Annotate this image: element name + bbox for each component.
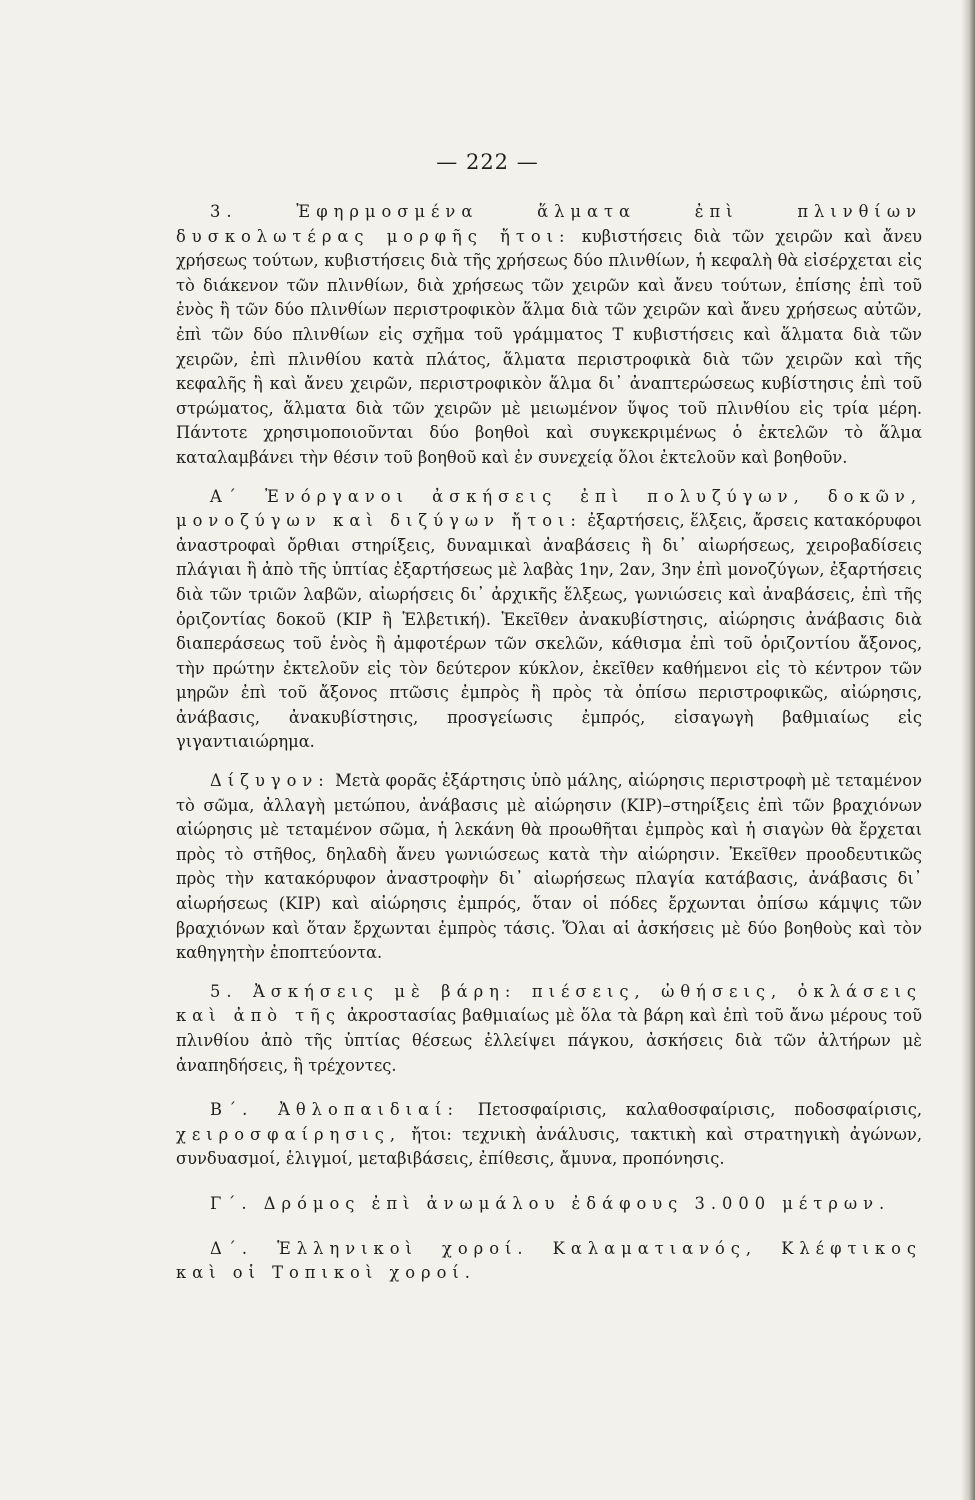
section-parallel-bars <box>176 769 922 966</box>
section-subheading: χειροσφαίρησις, <box>176 1124 402 1144</box>
section-text: ἐξαρτήσεις, ἕλξεις, ἄρσεις κατακόρυφοι ἀναστροφαὶ ὄρθιαι στηρίξεις, δυναμικαὶ ἀναβάσεις ἢ δι᾽ αἰωρήσεως, χειροβαδίσεις πλάγιαι ἢ ἀπὸ τῆς ὑπτίας ἐξαρτήσεως μὲ λαβὰς 1ην, 2αν, 3ην ἐπὶ μονοζύγων, ἐξαρτήσεις διὰ τῶν τριῶν λαβῶν, αἰωρήσεις δι᾽ ἀρχικῆς ἕλξεως, γωνιώσεις καὶ ἀναβάσεις, ἐπὶ τῆς ὁριζοντίας δοκοῦ (ΚΙΡ ἢ Ἑλβετική). Ἐκεῖθεν ἀνακυβίστησις, αἰώρησις ἀνάβασις διὰ διαπεράσεως τοῦ ἑνὸς ἢ ἀμφοτέρων τῶν σκελῶν, κάθισμα ἐπὶ τοῦ ὁριζοντίου ἄξονος, τὴν πρώτην ἐκτελοῦν εἰς τὸν δεύτερον κύκλον, ἐκεῖθεν καθήμενοι εἰς τὸ κέντρον τῶν μηρῶν ἐπὶ τοῦ ἄξονος πτῶσις ἐμπρὸς ἢ πρὸς τὰ ὀπίσω περιστροφικῶς, αἰώρησις, ἀνάβασις, ἀνακυβίστησις, προσγείωσις ἐμπρός, εἰσαγωγὴ βαθμιαίως εἰς γιγαντιαιώρημα. <box>176 511 922 752</box>
section-heading: Δ΄. Ἑλληνικοὶ χοροί. Καλαματιανός, Κλέφτικος καὶ οἱ Τοπικοὶ χοροί. <box>176 1238 922 1283</box>
section-heading: Β΄. Ἀθλοπαιδιαί: <box>210 1100 459 1120</box>
section-cross-country-run <box>176 1192 922 1217</box>
section-text: ἤτοι: τεχνικὴ ἀνάλυσις, τακτικὴ καὶ στρατηγικὴ ἀγώνων, συνδυασμοί, ἑλιγμοί, μεταβιβάσεις, ἐπίθεσις, ἄμυνα, προπόνησις. <box>176 1124 922 1169</box>
section-weights <box>176 980 922 1078</box>
page-edge-shadow <box>961 0 975 1500</box>
section-heading: Δίζυγον: <box>210 771 330 791</box>
section-text: ἀκροστασίας βαθμιαίως μὲ ὅλα τὰ βάρη καὶ ἐπὶ τοῦ ἄνω μέρους τοῦ πλινθίου ἀπὸ τῆς ὑπτίας θέσεως ἐλλείψει πάγκου, ἀσκήσεις διὰ τῶν ἀλτήρων μὲ ἀναπηδήσεις, ἢ τρέχοντες. <box>176 1006 922 1075</box>
section-greek-dances <box>176 1237 922 1286</box>
section-apparatus-exercises <box>176 485 922 756</box>
section-text: Μετὰ φορᾶς ἐξάρτησις ὑπὸ μάλης, αἰώρησις περιστροφὴ μὲ τεταμένον τὸ σῶμα, ἀλλαγὴ μετώπου, ἀνάβασις μὲ αἰώρησιν (ΚΙΡ)–στηρίξεις ἐπὶ τῶν βραχιόνων αἰώρησις μὲ τεταμένον σῶμα, ἡ λεκάνη θὰ προωθῆται ἐμπρὸς καὶ ἡ σιαγὼν θὰ ἔρχεται πρὸς τὸ στῆθος, δηλαδὴ ἄνευ γωνιώσεως κατὰ τὴν αἰώρησιν. Ἐκεῖθεν προοδευτικῶς πρὸς τὴν κατακόρυφον ἀναστροφὴν δι᾽ αἰωρήσεως πλαγία κατάβασις, ἀνάβασις δι᾽ αἰωρήσεως (ΚΙΡ) καὶ αἰώρησις ἐμπρός, ὅταν οἱ πόδες ἔρχωνται ὀπίσω κάμψις τῶν βραχιόνων καὶ ὅταν ἔρχωνται ἐμπρὸς τάσις. Ὅλαι αἱ ἀσκήσεις μὲ δύο βοηθοὺς καὶ τὸν καθηγητὴν ἐποπτεύοντα. <box>176 771 922 963</box>
section-applied-jumps <box>176 200 922 471</box>
section-heading: Α΄ Ἐνόργανοι ἀσκήσεις ἐπὶ πολυζύγων, δοκῶν, μονοζύγων καὶ διζύγων ἤτοι: <box>176 486 922 531</box>
page-number: — 222 — <box>436 150 539 174</box>
section-ball-games <box>176 1098 922 1172</box>
section-heading: 3. Ἐφηρμοσμένα ἅλματα ἐπὶ πλινθίων δυσκολωτέρας μορφῆς ἤτοι: <box>176 202 922 246</box>
section-text: κυβιστήσεις διὰ τῶν χειρῶν καὶ ἄνευ χρήσεως τούτων, κυβιστήσεις διὰ τῆς χρήσεως δύο πλινθίων, ἡ κεφαλὴ θὰ εἰσέρχεται εἰς τὸ διάκενον τῶν πλινθίων, διὰ χρήσεως τῶν χειρῶν καὶ ἄνευ τούτων, ἐπίσης ἐπὶ τοῦ ἑνὸς ἢ τῶν δύο πλινθίων περιστροφικὸν ἅλμα διὰ τῶν χειρῶν καὶ ἄνευ χρήσεως αὐτῶν, ἐπὶ τῶν δύο πλινθίων εἰς σχῆμα τοῦ γράμματος Τ κυβιστήσεις καὶ ἅλματα διὰ τῶν χειρῶν, ἐπὶ πλινθίου κατὰ πλάτος, ἅλματα περιστροφικὰ διὰ τῶν χειρῶν καὶ τῆς κεφαλῆς ἢ καὶ ἄνευ χειρῶν, περιστροφικὸν ἅλμα δι᾽ ἀναπτερώσεως κυβίστησις ἐπὶ τοῦ στρώματος, ἅλματα διὰ τῶν χειρῶν μὲ μειωμένον ὕψος τοῦ πλινθίου εἰς τρία μέρη. Πάντοτε χρησιμοποιοῦνται δύο βοηθοὶ καὶ συγκεκριμένως ὁ ἐκτελῶν τὸ ἅλμα καταλαμβάνει τὴν θέσιν τοῦ βοηθοῦ καὶ ἐν συνεχείᾳ ὅλοι ἐκτελοῦν καὶ βοηθοῦν. <box>176 226 922 467</box>
section-text: Πετοσφαίρισις, καλαθοσφαίρισις, ποδοσφαίρισις, <box>458 1100 922 1120</box>
section-heading: Γ΄. Δρόμος ἐπὶ ἀνωμάλου ἐδάφους 3.000 μέτρων. <box>210 1193 891 1213</box>
page-body <box>176 200 922 1286</box>
section-heading: 5. Ἀσκήσεις μὲ βάρη: πιέσεις, ὠθήσεις, ὀκλάσεις καὶ ἀπὸ τῆς <box>176 981 922 1026</box>
